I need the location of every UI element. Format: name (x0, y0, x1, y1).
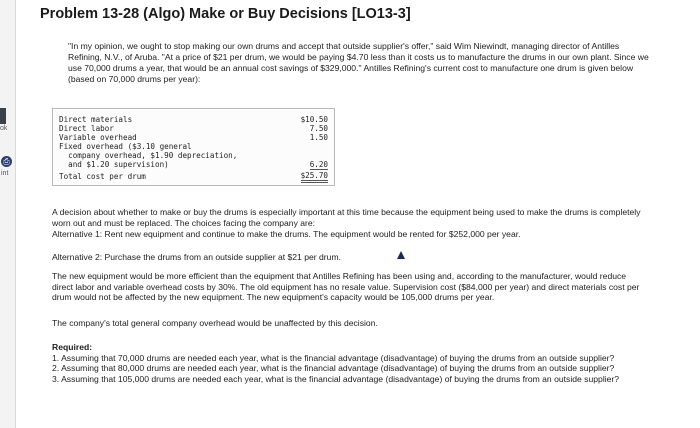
cost-row-amount: $10.50 (300, 115, 328, 124)
cost-row-label: Direct labor (59, 124, 114, 133)
sidebar-book-label[interactable]: ok (0, 125, 8, 132)
cost-row-label: Variable overhead (59, 133, 137, 142)
required-item-2: 2. Assuming that 80,000 drums are needed each year, what is the financial advantage (disadvantage) of buying the drums from an outside supplier? (52, 363, 615, 373)
sidebar-print-label[interactable]: int (1, 170, 9, 177)
required-item-1: 1. Assuming that 70,000 drums are needed each year, what is the financial advantage (disadvantage) of buying the drums from an outside supplier? (52, 352, 615, 363)
problem-title: Problem 13-28 (Algo) Make or Buy Decisions [LO13-3] (40, 6, 411, 22)
required-section (52, 342, 647, 384)
cost-row-amount: 7.50 (309, 124, 328, 133)
cost-table (52, 108, 335, 186)
equipment-paragraph: The new equipment would be more efficient than the equipment that Antilles Refining has been using and, according to the manufacturer, would reduce direct labor and variable overhead costs by 30%. The old equipment has no resale value. Supervision cost ($84,000 per year) and direct materials cost per drum would not be affected by the new equipment. The new equipment's capacity would be 105,000 drums per year. (52, 271, 640, 302)
alternative-1: Alternative 1: Rent new equipment and continue to make the drums. The equipment would be rented for $252,000 per year. (52, 229, 521, 239)
cost-row-amount: 6.20 (309, 160, 328, 169)
intro-paragraph: "In my opinion, we ought to stop making our own drums and accept that outside supplier's offer," said Wim Niewindt, managing director of Antilles Refining, N.V., of Aruba. "At a price of $21 per drum, we would be paying $4.70 less than it costs us to manufacture the drums in our own plant. Since we use 70,000 drums a year, that would be an annual cost savings of $329,000." Antilles Refining's current cost to manufacture one drum is given below (based on 70,000 drums per year): (68, 41, 649, 84)
sidebar-marker (0, 108, 6, 124)
cost-row-label: Direct materials (59, 115, 133, 124)
left-sidebar (0, 0, 16, 428)
mouse-cursor-icon (397, 251, 405, 259)
cost-row-label: company overhead, $1.90 depreciation, (59, 151, 238, 160)
decision-paragraph: A decision about whether to make or buy the drums is especially important at this time because the equipment being used to make the drums is completely worn out and must be replaced. The choices facing the company are: (52, 207, 641, 228)
cost-row-label: Fixed overhead ($3.10 general (59, 142, 192, 151)
required-heading: Required: (52, 342, 93, 352)
overhead-paragraph: The company's total general company overhead would be unaffected by this decision. (52, 318, 378, 328)
cost-total-amount: $25.70 (301, 171, 328, 183)
cost-row-amount: 1.50 (309, 133, 328, 142)
cost-row-label: and $1.20 supervision) (59, 160, 169, 169)
print-icon[interactable]: ⎙ (1, 156, 12, 167)
cost-total-label: Total cost per drum (59, 172, 146, 181)
required-item-3: 3. Assuming that 105,000 drums are needed each year, what is the financial advantage (disadvantage) of buying the drums from an outside supplier? (52, 373, 620, 384)
alternative-2: Alternative 2: Purchase the drums from an outside supplier at $21 per drum. (52, 252, 341, 262)
